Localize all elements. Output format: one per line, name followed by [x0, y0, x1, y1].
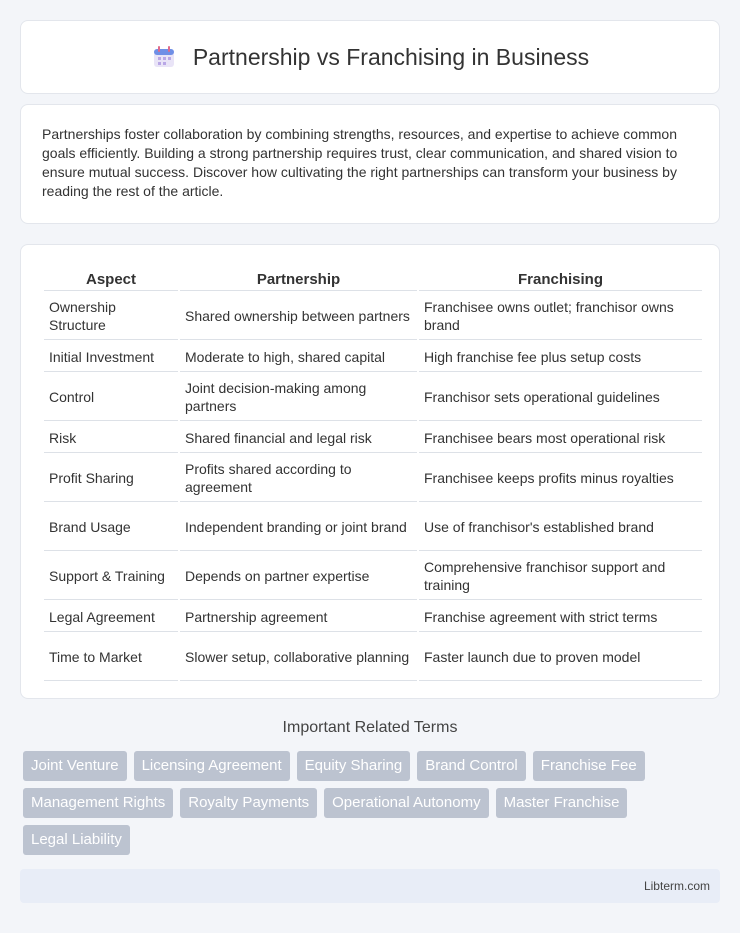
table-row: [44, 342, 702, 372]
table-cell: Initial Investment: [44, 342, 178, 372]
related-term-tag[interactable]: Operational Autonomy: [324, 788, 488, 818]
table-cell: Franchisee owns outlet; franchisor owns brand: [419, 293, 702, 340]
comparison-table: [42, 265, 704, 683]
table-cell: Comprehensive franchisor support and training: [419, 553, 702, 600]
table-cell: Legal Agreement: [44, 602, 178, 632]
related-term-tag[interactable]: Joint Venture: [23, 751, 127, 781]
table-cell: Time to Market: [44, 634, 178, 681]
table-cell: Faster launch due to proven model: [419, 634, 702, 681]
table-cell: Franchise agreement with strict terms: [419, 602, 702, 632]
table-cell: Independent branding or joint brand: [180, 504, 417, 551]
related-term-tag[interactable]: Management Rights: [23, 788, 173, 818]
table-cell: Depends on partner expertise: [180, 553, 417, 600]
table-cell: Brand Usage: [44, 504, 178, 551]
table-row: [44, 293, 702, 340]
intro-card: [20, 104, 720, 224]
table-cell: Use of franchisor's established brand: [419, 504, 702, 551]
table-cell: Partnership agreement: [180, 602, 417, 632]
related-term-tag[interactable]: Equity Sharing: [297, 751, 411, 781]
table-cell: Shared ownership between partners: [180, 293, 417, 340]
table-cell: Franchisee keeps profits minus royalties: [419, 455, 702, 502]
table-row: [44, 504, 702, 551]
table-cell: Franchisor sets operational guidelines: [419, 374, 702, 421]
comparison-table-card: [20, 244, 720, 699]
table-cell: Franchisee bears most operational risk: [419, 423, 702, 453]
table-cell: Slower setup, collaborative planning: [180, 634, 417, 681]
calendar-icon: [151, 44, 177, 70]
table-cell: Risk: [44, 423, 178, 453]
table-row: [44, 423, 702, 453]
header-card: [20, 20, 720, 94]
footer-site-link[interactable]: Libterm.com: [643, 879, 710, 893]
table-cell: Joint decision-making among partners: [180, 374, 417, 421]
table-row: [44, 455, 702, 502]
table-row: [44, 374, 702, 421]
intro-text: Partnerships foster collaboration by combining strengths, resources, and expertise to achieve common goals efficiently. Building a strong partnership requires trust, clear communication, and shared vision to ensure mutual success. Discover how cultivating the right partnerships can transform your business by reading the rest of the article.: [42, 126, 678, 199]
related-term-tag[interactable]: Brand Control: [417, 751, 526, 781]
related-term-tag[interactable]: Master Franchise: [496, 788, 628, 818]
table-cell: Shared financial and legal risk: [180, 423, 417, 453]
column-header-franchising: Franchising: [419, 267, 702, 291]
table-cell: High franchise fee plus setup costs: [419, 342, 702, 372]
table-cell: Profits shared according to agreement: [180, 455, 417, 502]
table-cell: Control: [44, 374, 178, 421]
table-row: [44, 602, 702, 632]
related-term-tag[interactable]: Royalty Payments: [180, 788, 317, 818]
table-cell: Support & Training: [44, 553, 178, 600]
table-cell: Moderate to high, shared capital: [180, 342, 417, 372]
table-row: [44, 634, 702, 681]
column-header-partnership: Partnership: [180, 267, 417, 291]
related-term-tag[interactable]: Licensing Agreement: [134, 751, 290, 781]
table-row: [44, 553, 702, 600]
table-cell: Profit Sharing: [44, 455, 178, 502]
related-term-tag[interactable]: Legal Liability: [23, 825, 130, 855]
table-cell: Ownership Structure: [44, 293, 178, 340]
page-title: Partnership vs Franchising in Business: [192, 43, 590, 70]
column-header-aspect: Aspect: [44, 267, 178, 291]
table-header-row: [44, 267, 702, 291]
related-term-tag[interactable]: Franchise Fee: [533, 751, 645, 781]
footer: [20, 869, 720, 903]
related-terms-list: [23, 751, 723, 855]
related-terms-title: Important Related Terms: [282, 719, 458, 736]
